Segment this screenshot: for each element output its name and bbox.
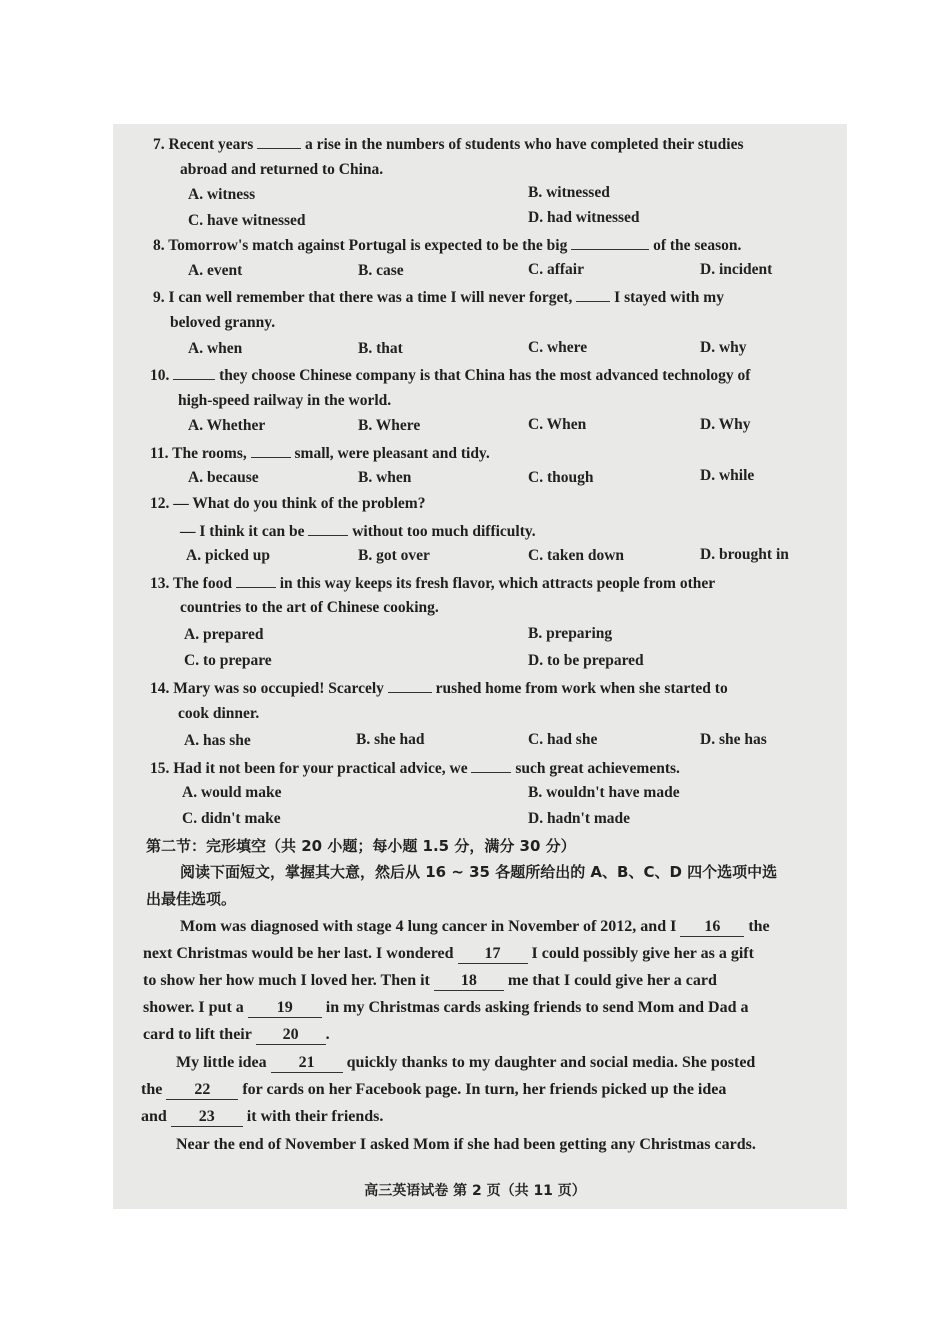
blank-16: 16 [680,918,744,937]
q14-blank [388,677,432,693]
q14-option-b: B. she had [356,731,425,748]
blank-23: 23 [171,1108,243,1127]
q9-option-c: C. where [528,339,588,356]
q13-option-c: C. to prepare [184,652,272,669]
q11-option-a: A. because [188,469,259,486]
q8-stem-line1: 8. Tomorrow's match against Portugal is expected to be the big of the season. [153,234,741,256]
q11-blank [251,442,291,458]
q12-option-b: B. got over [358,547,430,564]
q8-option-b: B. case [358,262,404,279]
q8-option-c: C. affair [528,261,584,278]
q10-stem-line2: high-speed railway in the world. [178,392,392,409]
page-footer: 高三英语试卷 第 2 页（共 11 页） [364,1183,586,1199]
section2-heading: 第二节：完形填空（共 20 小题；每小题 1.5 分，满分 30 分） [146,837,576,855]
passage-p1-line2: next Christmas would be her last. I wondered 17 I could possibly give her as a gift [143,945,754,962]
q9-option-b: B. that [358,340,403,357]
blank-20: 20 [256,1026,326,1045]
q12-option-a: A. picked up [186,547,270,564]
q11-stem-line1: 11. The rooms, small, were pleasant and tidy. [150,442,490,464]
q13-option-a: A. prepared [184,626,264,643]
section2-instruction-line1: 阅读下面短文，掌握其大意，然后从 16 ~ 35 各题所给出的 A、B、C、D 四个选项中选 [180,863,778,881]
q10-stem-line1: 10. they choose Chinese company is that China has the most advanced technology of [150,364,750,386]
q14-option-c: C. had she [528,731,598,748]
q14-option-d: D. she has [700,731,767,748]
q7-option-d: D. had witnessed [528,209,640,226]
passage-p2-line3: and 23 it with their friends. [141,1108,384,1125]
q10-option-d: D. Why [700,416,751,433]
blank-21: 21 [271,1054,343,1073]
q12-option-c: C. taken down [528,547,625,564]
q8-blank [571,234,649,250]
q8-option-a: A. event [188,262,243,279]
blank-22: 22 [166,1081,238,1100]
q9-blank [576,286,610,302]
q12-stem-line1: 12. — What do you think of the problem? [150,495,426,512]
passage-p1-line1: Mom was diagnosed with stage 4 lung cancer in November of 2012, and I 16 the [180,918,770,935]
blank-18: 18 [434,972,504,991]
q12-stem-line2: — I think it can be without too much difficulty. [180,520,536,542]
blank-17: 17 [458,945,528,964]
q14-stem-line1: 14. Mary was so occupied! Scarcely rushed home from work when she started to [150,677,728,699]
blank-19: 19 [248,999,322,1018]
q15-option-c: C. didn't make [182,810,281,827]
q10-option-c: C. When [528,416,587,433]
q11-option-b: B. when [358,469,412,486]
q11-option-c: C. though [528,469,594,486]
q10-blank [173,364,215,380]
q8-option-d: D. incident [700,261,773,278]
q7-option-a: A. witness [188,186,256,203]
passage-p1-line5: card to lift their 20 . [143,1026,330,1043]
q14-stem-line2: cook dinner. [178,705,260,722]
q13-blank [236,572,276,588]
q7-stem-line2: abroad and returned to China. [180,161,384,178]
q13-stem-line2: countries to the art of Chinese cooking. [180,599,439,616]
q9-option-d: D. why [700,339,747,356]
q9-stem-line1: 9. I can well remember that there was a time I will never forget, I stayed with my [153,286,724,308]
q12-option-d: D. brought in [700,546,789,563]
q11-option-d: D. while [700,467,755,484]
q7-option-c: C. have witnessed [188,212,306,229]
section2-instruction-line2: 出最佳选项。 [146,890,237,908]
q15-blank [471,757,511,773]
q7-option-b: B. witnessed [528,184,610,201]
q13-option-b: B. preparing [528,625,613,642]
q7-stem-line1: 7. Recent years a rise in the numbers of students who have completed their studies [153,133,744,155]
q9-stem-line2: beloved granny. [170,314,276,331]
q7-blank [257,133,301,149]
q15-option-a: A. would make [182,784,282,801]
q10-option-a: A. Whether [188,417,266,434]
q12-blank [308,520,348,536]
passage-p2-line2: the 22 for cards on her Facebook page. In turn, her friends picked up the idea [141,1081,727,1098]
q15-option-d: D. hadn't made [528,810,631,827]
passage-p3-line1: Near the end of November I asked Mom if she had been getting any Christmas cards. [176,1136,756,1153]
q15-option-b: B. wouldn't have made [528,784,680,801]
q14-option-a: A. has she [184,732,251,749]
q13-option-d: D. to be prepared [528,652,644,669]
q10-option-b: B. Where [358,417,421,434]
passage-p1-line4: shower. I put a 19 in my Christmas cards asking friends to send Mom and Dad a [143,999,749,1016]
q15-stem-line1: 15. Had it not been for your practical advice, we such great achievements. [150,757,680,779]
q9-option-a: A. when [188,340,243,357]
passage-p2-line1: My little idea 21 quickly thanks to my daughter and social media. She posted [176,1054,756,1071]
passage-p1-line3: to show her how much I loved her. Then it 18 me that I could give her a card [143,972,717,989]
q13-stem-line1: 13. The food in this way keeps its fresh flavor, which attracts people from other [150,572,715,594]
